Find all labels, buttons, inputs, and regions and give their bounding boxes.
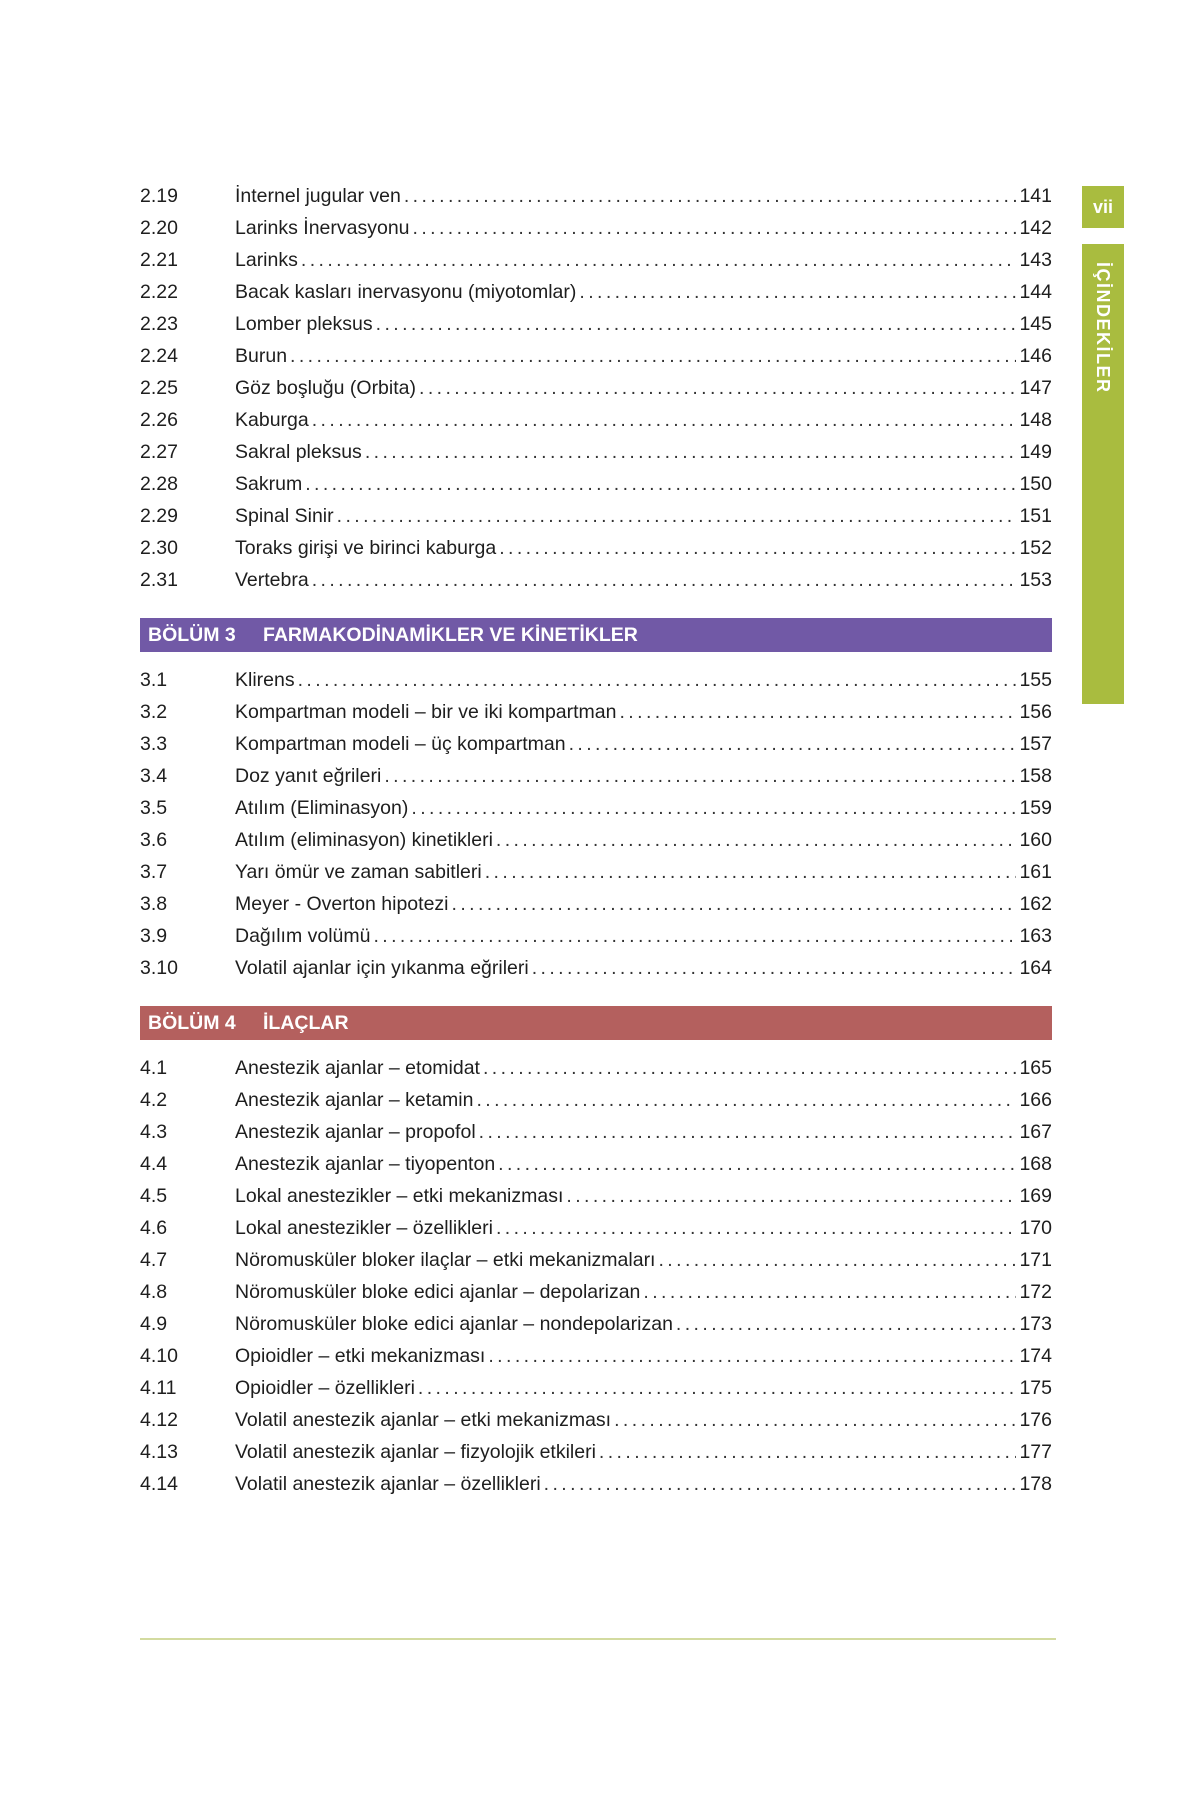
toc-dot-leader xyxy=(619,696,1016,728)
toc-entry-number: 4.13 xyxy=(140,1441,178,1463)
toc-entry-title: Sakral pleksus xyxy=(235,441,362,463)
toc-entry[interactable] xyxy=(140,760,1052,792)
toc-entry[interactable] xyxy=(140,180,1052,212)
toc-entry[interactable] xyxy=(140,728,1052,760)
toc-entry-page: 142 xyxy=(1019,217,1052,239)
toc-entry[interactable] xyxy=(140,1244,1052,1276)
toc-entry[interactable] xyxy=(140,888,1052,920)
toc-entry-title: Spinal Sinir xyxy=(235,505,334,527)
toc-entry-page: 144 xyxy=(1019,281,1052,303)
toc-dot-leader xyxy=(614,1404,1016,1436)
toc-entry-page: 152 xyxy=(1019,537,1052,559)
toc-entry-number: 3.9 xyxy=(140,925,168,947)
toc-dot-leader xyxy=(658,1244,1016,1276)
toc-entry[interactable] xyxy=(140,1116,1052,1148)
toc-entry-page: 156 xyxy=(1019,701,1052,723)
toc-dot-leader xyxy=(418,1372,1017,1404)
toc-entry[interactable] xyxy=(140,308,1052,340)
chapter-4-title: İLAÇLAR xyxy=(263,1011,349,1034)
toc-entry-number: 3.10 xyxy=(140,957,178,979)
chapter-3-header[interactable] xyxy=(140,618,1052,652)
toc-entry-number: 2.30 xyxy=(140,537,178,559)
toc-entry-number: 2.28 xyxy=(140,473,178,495)
toc-dot-leader xyxy=(569,728,1017,760)
toc-entry-title: Volatil anestezik ajanlar – fizyolojik etkileri xyxy=(235,1441,596,1463)
toc-entry-number: 2.24 xyxy=(140,345,178,367)
toc-dot-leader xyxy=(566,1180,1016,1212)
toc-entry-title: Larinks xyxy=(235,249,298,271)
toc-dot-leader xyxy=(413,212,1017,244)
toc-entry-title: Bacak kasları inervasyonu (miyotomlar) xyxy=(235,281,577,303)
toc-dot-leader xyxy=(312,404,1017,436)
toc-entry-page: 153 xyxy=(1019,569,1052,591)
toc-entry[interactable] xyxy=(140,696,1052,728)
toc-entry-number: 3.1 xyxy=(140,669,168,691)
toc-entry-title: Göz boşluğu (Orbita) xyxy=(235,377,416,399)
toc-entry[interactable] xyxy=(140,1180,1052,1212)
toc-entry-page: 171 xyxy=(1019,1249,1052,1271)
toc-entry-number: 2.19 xyxy=(140,185,178,207)
toc-entry-page: 159 xyxy=(1019,797,1052,819)
toc-entry-title: Yarı ömür ve zaman sabitleri xyxy=(235,861,482,883)
toc-entry[interactable] xyxy=(140,532,1052,564)
toc-entry-page: 163 xyxy=(1019,925,1052,947)
section-2-entries xyxy=(140,180,1052,596)
toc-dot-leader xyxy=(301,244,1017,276)
toc-entry-number: 3.8 xyxy=(140,893,168,915)
toc-entry-number: 4.2 xyxy=(140,1089,168,1111)
chapter-4-label: BÖLÜM 4 xyxy=(148,1011,236,1034)
toc-entry-number: 2.29 xyxy=(140,505,178,527)
toc-dot-leader xyxy=(479,1116,1017,1148)
toc-entry-page: 146 xyxy=(1019,345,1052,367)
toc-entry-title: Burun xyxy=(235,345,288,367)
toc-entry[interactable] xyxy=(140,340,1052,372)
toc-entry-page: 151 xyxy=(1019,505,1052,527)
toc-entry-title: Doz yanıt eğrileri xyxy=(235,765,382,787)
toc-entry-page: 158 xyxy=(1019,765,1052,787)
toc-entry-number: 4.4 xyxy=(140,1153,168,1175)
toc-entry-title: Volatil anestezik ajanlar – etki mekanizması xyxy=(235,1409,612,1431)
toc-entry-title: Anestezik ajanlar – tiyopenton xyxy=(235,1153,496,1175)
toc-entry-title: Kompartman modeli – bir ve iki kompartman xyxy=(235,701,617,723)
toc-entry-page: 166 xyxy=(1019,1089,1052,1111)
toc-entry-page: 145 xyxy=(1019,313,1052,335)
toc-entry-page: 148 xyxy=(1019,409,1052,431)
toc-entry-number: 4.10 xyxy=(140,1345,178,1367)
toc-entry-title: Larinks İnervasyonu xyxy=(235,217,410,239)
toc-dot-leader xyxy=(498,1148,1016,1180)
toc-entry-title: Lokal anestezikler – etki mekanizması xyxy=(235,1185,564,1207)
toc-dot-leader xyxy=(488,1340,1016,1372)
toc-dot-leader xyxy=(485,856,1017,888)
toc-entry-number: 3.4 xyxy=(140,765,168,787)
toc-entry-number: 2.31 xyxy=(140,569,178,591)
toc-entry[interactable] xyxy=(140,824,1052,856)
toc-entry-number: 2.21 xyxy=(140,249,178,271)
toc-entry[interactable] xyxy=(140,1404,1052,1436)
toc-dot-leader xyxy=(298,664,1017,696)
toc-entry-title: İnternel jugular ven xyxy=(235,185,401,207)
page-number-tab xyxy=(1082,186,1124,228)
toc-entry[interactable] xyxy=(140,1084,1052,1116)
footer-divider xyxy=(140,1638,1056,1640)
chapter-3-entries xyxy=(140,664,1052,984)
toc-entry[interactable] xyxy=(140,1372,1052,1404)
toc-entry-page: 172 xyxy=(1019,1281,1052,1303)
toc-entry[interactable] xyxy=(140,1436,1052,1468)
toc-entry-number: 3.7 xyxy=(140,861,168,883)
toc-entry-number: 2.26 xyxy=(140,409,178,431)
toc-entry-title: Kompartman modeli – üç kompartman xyxy=(235,733,566,755)
toc-dot-leader xyxy=(579,276,1016,308)
toc-entry-title: Anestezik ajanlar – propofol xyxy=(235,1121,476,1143)
toc-entry-page: 169 xyxy=(1019,1185,1052,1207)
page-number-roman: vii xyxy=(1092,196,1113,217)
toc-entry-number: 2.22 xyxy=(140,281,178,303)
toc-entry-page: 176 xyxy=(1019,1409,1052,1431)
toc-entry[interactable] xyxy=(140,1468,1052,1500)
toc-entry-number: 2.20 xyxy=(140,217,178,239)
toc-entry-number: 4.6 xyxy=(140,1217,168,1239)
toc-entry[interactable] xyxy=(140,404,1052,436)
toc-entry-title: Meyer - Overton hipotezi xyxy=(235,893,449,915)
toc-entry-number: 4.3 xyxy=(140,1121,168,1143)
toc-entry-title: Vertebra xyxy=(235,569,309,591)
toc-entry-title: Nöromusküler bloke edici ajanlar – depolarizan xyxy=(235,1281,641,1303)
toc-entry[interactable] xyxy=(140,856,1052,888)
toc-dot-leader xyxy=(411,792,1016,824)
toc-entry[interactable] xyxy=(140,244,1052,276)
toc-entry-page: 147 xyxy=(1019,377,1052,399)
toc-dot-leader xyxy=(499,532,1016,564)
toc-entry-title: Nöromusküler bloker ilaçlar – etki mekanizmaları xyxy=(235,1249,656,1271)
toc-entry-title: Kaburga xyxy=(235,409,309,431)
toc-entry-page: 143 xyxy=(1019,249,1052,271)
toc-dot-leader xyxy=(676,1308,1017,1340)
toc-dot-leader xyxy=(337,500,1017,532)
toc-entry-page: 177 xyxy=(1019,1441,1052,1463)
toc-entry-title: Volatil ajanlar için yıkanma eğrileri xyxy=(235,957,529,979)
toc-entry-title: Lomber pleksus xyxy=(235,313,373,335)
toc-entry-page: 170 xyxy=(1019,1217,1052,1239)
toc-entry-number: 4.7 xyxy=(140,1249,168,1271)
toc-dot-leader xyxy=(376,308,1017,340)
toc-dot-leader xyxy=(483,1052,1016,1084)
toc-entry-page: 175 xyxy=(1019,1377,1052,1399)
toc-dot-leader xyxy=(419,372,1016,404)
toc-dot-leader xyxy=(544,1468,1017,1500)
toc-entry[interactable] xyxy=(140,792,1052,824)
toc-entry-page: 173 xyxy=(1019,1313,1052,1335)
toc-entry[interactable] xyxy=(140,212,1052,244)
toc-entry[interactable] xyxy=(140,1148,1052,1180)
toc-dot-leader xyxy=(365,436,1017,468)
toc-entry-title: Atılım (Eliminasyon) xyxy=(235,797,409,819)
toc-dot-leader xyxy=(496,824,1017,856)
toc-entry-page: 164 xyxy=(1019,957,1052,979)
toc-entry-number: 4.14 xyxy=(140,1473,178,1495)
toc-entry-title: Lokal anestezikler – özellikleri xyxy=(235,1217,493,1239)
toc-entry[interactable] xyxy=(140,664,1052,696)
toc-entry-title: Nöromusküler bloke edici ajanlar – nondepolarizan xyxy=(235,1313,673,1335)
chapter-4-entries xyxy=(140,1052,1052,1500)
toc-entry[interactable] xyxy=(140,372,1052,404)
toc-entry[interactable] xyxy=(140,952,1052,984)
toc-entry-title: Toraks girişi ve birinci kaburga xyxy=(235,537,497,559)
toc-entry-page: 141 xyxy=(1019,185,1052,207)
toc-entry-number: 4.9 xyxy=(140,1313,168,1335)
toc-entry-page: 157 xyxy=(1019,733,1052,755)
toc-dot-leader xyxy=(452,888,1017,920)
toc-entry-page: 149 xyxy=(1019,441,1052,463)
toc-entry[interactable] xyxy=(140,1212,1052,1244)
toc-entry-page: 160 xyxy=(1019,829,1052,851)
toc-dot-leader xyxy=(496,1212,1016,1244)
toc-entry-number: 2.27 xyxy=(140,441,178,463)
toc-entry[interactable] xyxy=(140,468,1052,500)
toc-dot-leader xyxy=(532,952,1017,984)
toc-dot-leader xyxy=(643,1276,1016,1308)
toc-entry-number: 3.6 xyxy=(140,829,168,851)
toc-dot-leader xyxy=(599,1436,1017,1468)
toc-entry-title: Atılım (eliminasyon) kinetikleri xyxy=(235,829,493,851)
toc-entry-number: 3.2 xyxy=(140,701,168,723)
toc-entry-number: 4.1 xyxy=(140,1057,168,1079)
toc-dot-leader xyxy=(384,760,1016,792)
toc-entry-page: 150 xyxy=(1019,473,1052,495)
toc-entry[interactable] xyxy=(140,1340,1052,1372)
chapter-4-header[interactable] xyxy=(140,1006,1052,1040)
toc-entry-page: 168 xyxy=(1019,1153,1052,1175)
toc-entry-number: 4.8 xyxy=(140,1281,168,1303)
toc-entry[interactable] xyxy=(140,500,1052,532)
toc-entry-title: Volatil anestezik ajanlar – özellikleri xyxy=(235,1473,541,1495)
toc-entry[interactable] xyxy=(140,276,1052,308)
toc-entry[interactable] xyxy=(140,436,1052,468)
toc-dot-leader xyxy=(290,340,1016,372)
toc-entry-title: Opioidler – özellikleri xyxy=(235,1377,415,1399)
section-side-tab-label: İÇİNDEKİLER xyxy=(1093,262,1113,394)
toc-entry[interactable] xyxy=(140,564,1052,596)
toc-entry[interactable] xyxy=(140,1276,1052,1308)
toc-entry-title: Dağılım volümü xyxy=(235,925,371,947)
toc-dot-leader xyxy=(404,180,1017,212)
toc-dot-leader xyxy=(305,468,1016,500)
toc-entry-page: 174 xyxy=(1019,1345,1052,1367)
toc-entry-title: Anestezik ajanlar – etomidat xyxy=(235,1057,480,1079)
toc-entry-number: 3.5 xyxy=(140,797,168,819)
chapter-3-title: FARMAKODİNAMİKLER VE KİNETİKLER xyxy=(263,623,638,646)
toc-entry[interactable] xyxy=(140,920,1052,952)
toc-entry-number: 4.5 xyxy=(140,1185,168,1207)
toc-entry-title: Opioidler – etki mekanizması xyxy=(235,1345,486,1367)
toc-dot-leader xyxy=(476,1084,1016,1116)
toc-entry-page: 161 xyxy=(1019,861,1052,883)
toc-entry-page: 178 xyxy=(1019,1473,1052,1495)
toc-entry-page: 167 xyxy=(1019,1121,1052,1143)
toc-entry-number: 2.25 xyxy=(140,377,178,399)
toc-entry[interactable] xyxy=(140,1308,1052,1340)
toc-dot-leader xyxy=(373,920,1016,952)
toc-entry-number: 4.12 xyxy=(140,1409,178,1431)
toc-dot-leader xyxy=(312,564,1017,596)
toc-entry-title: Anestezik ajanlar – ketamin xyxy=(235,1089,474,1111)
toc-entry-page: 155 xyxy=(1019,669,1052,691)
toc-entry-title: Sakrum xyxy=(235,473,303,495)
toc-entry-title: Klirens xyxy=(235,669,295,691)
table-of-contents xyxy=(140,180,1052,1500)
chapter-3-label: BÖLÜM 3 xyxy=(148,623,236,646)
toc-entry-page: 165 xyxy=(1019,1057,1052,1079)
toc-entry-page: 162 xyxy=(1019,893,1052,915)
toc-entry[interactable] xyxy=(140,1052,1052,1084)
toc-entry-number: 4.11 xyxy=(140,1377,177,1399)
toc-entry-number: 3.3 xyxy=(140,733,168,755)
toc-entry-number: 2.23 xyxy=(140,313,178,335)
